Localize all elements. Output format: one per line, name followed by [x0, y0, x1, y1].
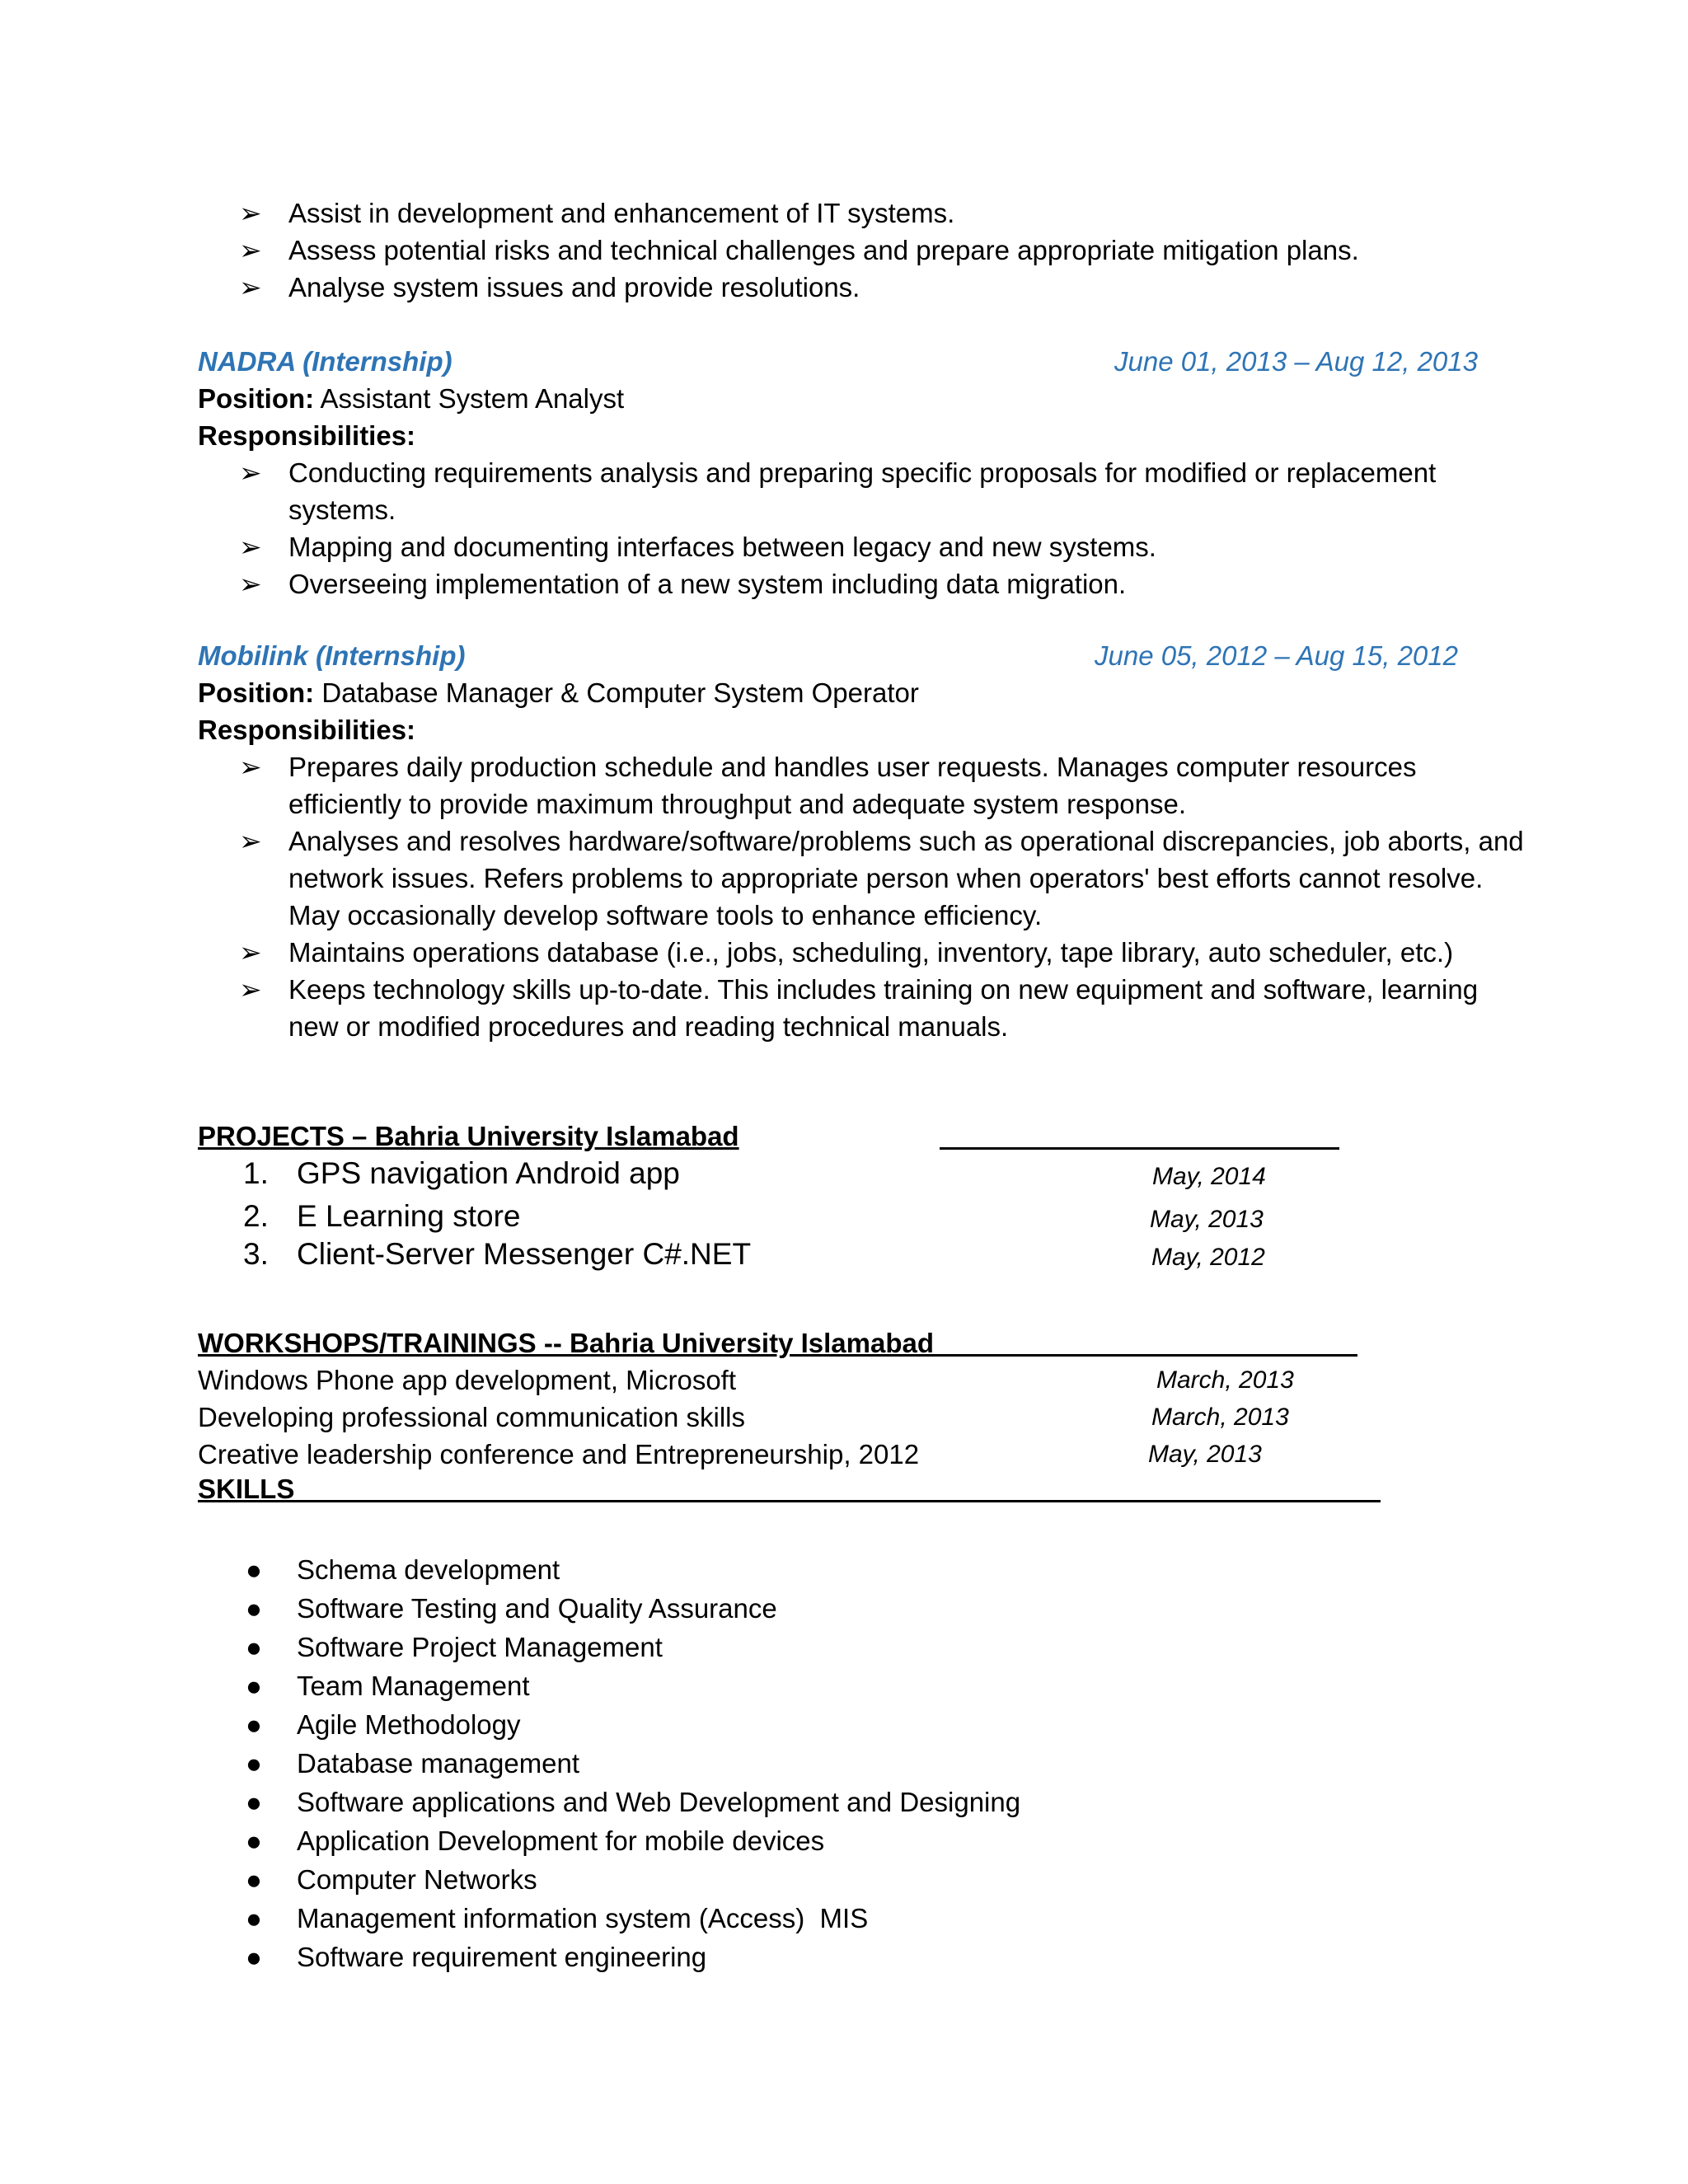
section-heading	[198, 1470, 1533, 1507]
project-name: GPS navigation Android app	[297, 1156, 680, 1190]
list-item: ➢ Analyses and resolves hardware/software/problems such as operational discrepancies, job aborts, and network issues. Refers problems to appropriate person when operators' best efforts cannot resolve. May occasionally develop software tools to enhance efficiency.	[198, 823, 1533, 934]
top-bullet-list	[198, 194, 1533, 306]
dot-bullet-icon: ●	[246, 1593, 262, 1624]
projects-section	[198, 1118, 1533, 1282]
list-item: ● Application Development for mobile devices	[198, 1822, 1533, 1861]
list-item: ➢ Keeps technology skills up-to-date. This includes training on new equipment and software, learning new or modified procedures and reading technical manuals.	[198, 971, 1533, 1045]
list-item: ● Management information system (Access) MIS	[198, 1900, 1533, 1938]
list-item: ➢ Conducting requirements analysis and preparing specific proposals for modified or replacement systems.	[198, 454, 1533, 528]
dot-bullet-icon: ●	[246, 1942, 262, 1972]
job-company: NADRA (Internship)	[198, 346, 452, 377]
dot-bullet-icon: ●	[246, 1748, 262, 1779]
skills-list-wrap	[198, 1551, 1533, 1977]
workshops-section	[198, 1324, 1533, 1473]
list-item: ● Software Testing and Quality Assurance	[198, 1590, 1533, 1629]
dot-bullet-icon: ●	[246, 1554, 262, 1585]
workshop-row	[198, 1399, 1533, 1436]
list-item: ● Database management	[198, 1745, 1533, 1783]
dot-bullet-icon: ●	[246, 1632, 262, 1662]
job-header	[198, 637, 1533, 674]
arrow-bullet-icon: ➢	[239, 235, 262, 265]
workshop-name: Windows Phone app development, Microsoft	[198, 1365, 737, 1395]
responsibilities-list	[198, 454, 1533, 602]
project-name: E Learning store	[297, 1199, 521, 1233]
list-item: ● Software Project Management	[198, 1629, 1533, 1667]
project-date: May, 2012	[1151, 1244, 1265, 1271]
job-mobilink	[198, 637, 1533, 1045]
job-header	[198, 343, 1533, 380]
workshop-date: March, 2013	[1156, 1366, 1294, 1394]
list-item: ● Computer Networks	[198, 1861, 1533, 1900]
arrow-bullet-icon: ➢	[239, 752, 262, 782]
workshop-row	[198, 1436, 1533, 1473]
arrow-bullet-icon: ➢	[239, 569, 262, 599]
dot-bullet-icon: ●	[246, 1787, 262, 1817]
job-position: Position: Assistant System Analyst	[198, 383, 625, 414]
responsibilities-label: Responsibilities:	[198, 715, 416, 745]
list-item: ● Software requirement engineering	[198, 1938, 1533, 1977]
dot-bullet-icon: ●	[246, 1903, 262, 1933]
project-date: May, 2013	[1150, 1206, 1264, 1233]
skills-section	[198, 1470, 1533, 1507]
responsibilities-list	[198, 748, 1533, 1045]
workshop-date: May, 2013	[1148, 1441, 1262, 1468]
skills-list	[198, 1551, 1533, 1977]
list-item: ➢ Prepares daily production schedule and handles user requests. Manages computer resources efficiently to provide maximum throughput and adequate system response.	[198, 748, 1533, 823]
section-title: WORKSHOPS/TRAININGS -- Bahria University Islamabad	[198, 1328, 935, 1358]
list-item: ➢ Analyse system issues and provide resolutions.	[198, 269, 1533, 306]
list-item: ➢ Assess potential risks and technical challenges and prepare appropriate mitigation plans.	[198, 232, 1533, 269]
project-name: Client-Server Messenger C#.NET	[297, 1237, 752, 1271]
workshop-name: Developing professional communication skills	[198, 1402, 745, 1432]
job-position: Position: Database Manager & Computer System Operator	[198, 677, 919, 708]
dot-bullet-icon: ●	[246, 1864, 262, 1895]
top-bullet-section	[198, 194, 1533, 306]
dot-bullet-icon: ●	[246, 1825, 262, 1856]
list-item: ➢ Overseeing implementation of a new system including data migration.	[198, 565, 1533, 602]
arrow-bullet-icon: ➢	[239, 937, 262, 968]
project-row: 3. Client-Server Messenger C#.NET May, 2012	[198, 1240, 1533, 1282]
list-item: ➢ Maintains operations database (i.e., jobs, scheduling, inventory, tape library, auto scheduler, etc.)	[198, 934, 1533, 971]
section-title: PROJECTS – Bahria University Islamabad	[198, 1121, 739, 1151]
list-item: ● Agile Methodology	[198, 1706, 1533, 1745]
project-row: 1. GPS navigation Android app May, 2014	[198, 1155, 1533, 1197]
heading-rule	[940, 1147, 1339, 1150]
job-nadra	[198, 343, 1533, 602]
list-item: ● Schema development	[198, 1551, 1533, 1590]
job-dates: June 05, 2012 – Aug 15, 2012	[1095, 640, 1458, 671]
section-title: SKILLS	[198, 1474, 295, 1504]
project-date: May, 2014	[1152, 1163, 1266, 1190]
arrow-bullet-icon: ➢	[239, 457, 262, 488]
section-heading	[198, 1324, 1533, 1361]
list-item: ➢ Mapping and documenting interfaces between legacy and new systems.	[198, 528, 1533, 565]
workshop-date: March, 2013	[1151, 1404, 1289, 1431]
workshop-row	[198, 1361, 1533, 1399]
arrow-bullet-icon: ➢	[239, 974, 262, 1005]
arrow-bullet-icon: ➢	[239, 198, 262, 228]
responsibilities-label: Responsibilities:	[198, 420, 416, 451]
heading-rule	[278, 1500, 1381, 1502]
job-dates: June 01, 2013 – Aug 12, 2013	[1114, 346, 1478, 377]
list-item: ● Team Management	[198, 1667, 1533, 1706]
arrow-bullet-icon: ➢	[239, 272, 262, 302]
section-heading	[198, 1118, 1533, 1155]
heading-rule	[894, 1354, 1357, 1357]
arrow-bullet-icon: ➢	[239, 532, 262, 562]
list-item: ➢ Assist in development and enhancement of IT systems.	[198, 194, 1533, 232]
dot-bullet-icon: ●	[246, 1671, 262, 1701]
project-row: 2. E Learning store May, 2013	[198, 1197, 1533, 1240]
dot-bullet-icon: ●	[246, 1709, 262, 1740]
job-company: Mobilink (Internship)	[198, 640, 466, 671]
arrow-bullet-icon: ➢	[239, 826, 262, 856]
workshop-name: Creative leadership conference and Entrepreneurship, 2012	[198, 1439, 920, 1469]
list-item: ● Software applications and Web Development and Designing	[198, 1783, 1533, 1822]
